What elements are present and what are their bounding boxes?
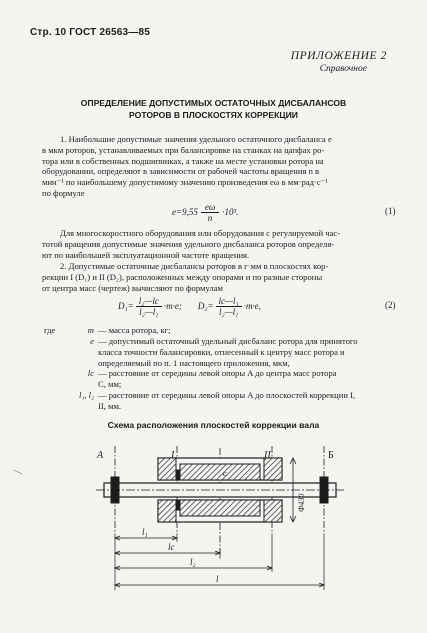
formula-2-number: (2) bbox=[385, 300, 396, 310]
formula-2-fraction-d2: $\frac{\text{lc—l₁}}{\text{l₂—l₁}}$ bbox=[216, 296, 242, 317]
legend-sym-e: e bbox=[90, 336, 94, 346]
hub-left-bottom bbox=[158, 500, 176, 522]
formula-1-number: (1) bbox=[385, 206, 396, 216]
groove-top bbox=[176, 470, 180, 480]
rotor-core-top bbox=[180, 464, 260, 480]
formula-2: D₁= $\frac{\text{l₂—lc}}{\text{l₂—l₁}}$ ·m·e; D₂= $\frac{\text{lc—l₁}}{\text{l₂—l₁}}$ ·m·e, bbox=[118, 295, 261, 317]
legend-text-e: — допустимый остаточный удельный дисбаланс ротора для принятого класса точности балансировки, отнесенный к центру масс ротора и определяемый по п. 1 настоящего приложения, мкм, bbox=[98, 336, 358, 368]
label-l1: l₁ bbox=[142, 527, 148, 537]
diagram-caption: Схема расположения плоскостей коррекции вала bbox=[107, 420, 320, 430]
scan-mark bbox=[14, 470, 22, 474]
support-b bbox=[320, 477, 328, 503]
label-c: c bbox=[223, 469, 227, 478]
legend-sym-m: m bbox=[87, 325, 94, 335]
legend-text-l1l2: — расстояние от середины левой опоры A до плоскостей коррекции I, II, мм. bbox=[98, 390, 356, 411]
formula-1-fraction: eω n bbox=[201, 202, 219, 223]
appendix-type: Справочное bbox=[319, 64, 367, 74]
legend-text-m: — масса ротора, кг; bbox=[98, 325, 171, 335]
label-diameter: Ф430 bbox=[297, 493, 306, 512]
label-b: Б bbox=[328, 450, 334, 461]
legend-sym-l1l2: l₁, l₂ bbox=[78, 390, 94, 400]
hub-right-bottom bbox=[264, 500, 282, 522]
label-plane-ii: II bbox=[264, 450, 271, 461]
hub-right-top bbox=[264, 458, 282, 480]
rotor-core-bottom bbox=[180, 500, 260, 516]
legend-where: где bbox=[44, 325, 56, 335]
formula-2-fraction-d1: $\frac{\text{l₂—lc}}{\text{l₂—l₁}}$ bbox=[136, 296, 162, 317]
section-title-line2: РОТОРОВ В ПЛОСКОСТЯХ КОРРЕКЦИИ bbox=[129, 110, 298, 120]
support-a bbox=[111, 477, 119, 503]
appendix-label: ПРИЛОЖЕНИЕ 2 bbox=[290, 50, 387, 62]
hub-left-top bbox=[158, 458, 176, 480]
label-l2: l₂ bbox=[190, 557, 196, 567]
label-l: l bbox=[216, 574, 219, 584]
legend-text-lc: — расстояние от середины левой опоры A до центра масс ротора C, мм; bbox=[98, 368, 337, 389]
formula-1: e=9,55 eω n ·10³. bbox=[172, 201, 239, 223]
legend-sym-lc: lc bbox=[87, 368, 94, 378]
paragraph-2: Для многоскоростного оборудования или оборудования с регулируемой час- тотой вращения допустимые значения удельного дисбаланса роторов определя- ют по наибольшей эксплуатационной частоте вращения. bbox=[42, 228, 341, 260]
label-lc: lc bbox=[168, 542, 175, 552]
paragraph-3: 2. Допустимые остаточные дисбалансы роторов в г·мм в плоскостях кор- рекции I (D₁) и II (D₂), расположенных между опорами и по разные стороны от центра масс (чертеж) вычисляют по формулам bbox=[42, 261, 329, 293]
label-a: A bbox=[97, 450, 104, 461]
groove-bottom bbox=[176, 500, 180, 510]
page-header: Стр. 10 ГОСТ 26563—85 bbox=[30, 27, 150, 38]
label-plane-i: I bbox=[171, 450, 175, 461]
paragraph-1: 1. Наибольшие допустимые значения удельного остаточного дисбаланса e в мкм роторов, устанавливаемых при балансировке на станках на цапфах ро- тора или в собственных подшипниках, а также на месте установки ротора на оборудовании, определяют в зависимости от рабочей частоты вращения n в мин⁻¹ по наибольшему допустимому значению произведения eω в мм·рад·с⁻¹ по формуле bbox=[42, 134, 332, 198]
section-title-line1: ОПРЕДЕЛЕНИЕ ДОПУСТИМЫХ ОСТАТОЧНЫХ ДИСБАЛАНСОВ bbox=[80, 98, 347, 108]
